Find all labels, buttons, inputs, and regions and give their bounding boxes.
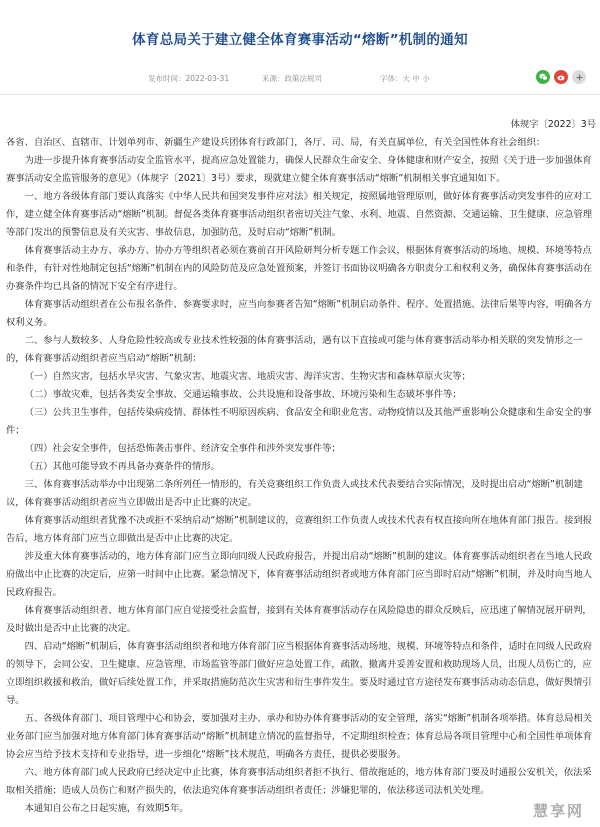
source: 来源：政策法规司 [262, 74, 322, 83]
more-icon[interactable] [572, 70, 586, 84]
site-watermark: 慧享网 [532, 802, 584, 820]
paragraph: 体育赛事活动组织者、地方体育部门应自觉接受社会监督，接到有关体育赛事活动存在风险隐患的群众反映后，应迅速了解情况展开研判，及时做出是否中止比赛的决定。 [6, 605, 592, 634]
paragraph: 三、体育赛事活动举办中出现第二条所列任一情形的，有关竞赛组织工作负责人或技术代表要结合实际情况，及时提出启动“熔断”机制建议，体育赛事活动组织者应当立即做出是否中止比赛的决定。 [6, 479, 583, 508]
article-title: 体育总局关于建立健全体育赛事活动“熔断”机制的通知 [132, 32, 468, 48]
paragraph: 二、参与人数较多、人身危险性较高或专业技术性较强的体育赛事活动，遇有以下直接或可能与体育赛事活动举办相关联的突发情形之一的，体育赛事活动组织者应当启动“熔断”机制： [6, 335, 583, 364]
addressee: 各省、自治区、直辖市、计划单列市、新疆生产建设兵团体育行政部门，各厅、司、局，有关直属单位，有关全国性体育社会组织： [6, 137, 546, 148]
article-body [6, 116, 596, 818]
paragraph: 为进一步提升体育赛事活动安全监管水平，提高应急处置能力，确保人民群众生命安全、身体健康和财产安全，按照《关于进一步加强体育赛事活动安全监管服务的意见》（体规字〔2021〕3号）要求，现就建立健全体育赛事活动“熔断”机制相关事宜通知如下。 [6, 155, 592, 184]
article-meta [0, 70, 600, 86]
paragraph: （五）其他可能导致不再具备办赛条件的情形。 [24, 461, 220, 472]
paragraph: 一、地方各级体育部门要认真落实《中华人民共和国突发事件应对法》相关规定，按照属地管理原则，做好体育赛事活动突发事件的应对工作，建立健全体育赛事活动“熔断”机制。督促各类体育赛事活动组织者密切关注气象、水利、地震、自然资源、交通运输、卫生健康、应急管理等部门发出的预警信息及有关灾害、事故信息，加强防范，及时启动“熔断”机制。 [6, 191, 593, 238]
weibo-icon[interactable] [554, 70, 568, 84]
paragraph: 体育赛事活动组织者犹豫不决或拒不采纳启动“熔断”机制建议的，竞赛组织工作负责人或技术代表有权直接向所在地体育部门报告。接到报告后，地方体育部门应当立即做出是否中止比赛的决定。 [6, 515, 593, 544]
paragraph: 体育赛事活动主办方、承办方、协办方等组织者必须在赛前召开风险研判分析专题工作会议，根据体育赛事活动的场地、规模、环境等特点和条件，有针对性地制定包括“熔断”机制在内的风险防范及应急处置预案，并签订书面协议明确各方职责分工和权利义务，确保体育赛事活动在办赛条件均已具备的情况下安全有序进行。 [6, 245, 593, 292]
publish-time: 发布时间：2022-03-31 [148, 74, 230, 83]
paragraph: 六、地方体育部门或人民政府已经决定中止比赛，体育赛事活动组织者拒不执行、借故拖延的，地方体育部门要及时通报公安机关，依法采取相关措施；造成人员伤亡和财产损失的，依法追究体育赛事活动组织者责任；涉嫌犯罪的，依法移送司法机关处理。 [6, 767, 592, 796]
paragraph: （二）事故灾难，包括各类安全事故、交通运输事故、公共设施和设备事故、环境污染和生态破坏事件等； [24, 389, 462, 400]
font-size-switch[interactable]: 字体：大 中 小 [380, 74, 430, 83]
share-bar [536, 70, 586, 84]
paragraph: 涉及重大体育赛事活动的，地方体育部门应当立即向同级人民政府报告，并提出启动“熔断”机制的建议。体育赛事活动组织者在当地人民政府做出中止比赛的决定后，应第一时间中止比赛。紧急情况下，体育赛事活动组织者或地方体育部门应当即时启动“熔断”机制，并及时向当地人民政府报告。 [6, 551, 593, 598]
closing-note: 本通知自公布之日起实施，有效期5年。 [24, 803, 189, 814]
wechat-icon[interactable] [536, 70, 550, 84]
divider [0, 94, 600, 95]
paragraph: 体育赛事活动组织者在公布报名条件、参赛要求时，应当向参赛者告知“熔断”机制启动条件、程序、处置措施、法律后果等内容，明确各方权利义务。 [6, 299, 593, 328]
paragraph: （三）公共卫生事件，包括传染病疫情、群体性不明原因疾病、食品安全和职业危害、动物疫情以及其他严重影响公众健康和生命安全的事件； [6, 407, 592, 436]
paragraph: 五、各级体育部门、项目管理中心和协会，要加强对主办、承办和协办体育赛事活动的安全管理，落实“熔断”机制各项举措。体育总局相关业务部门应当加强对地方体育部门体育赛事活动“熔断”机制建立情况的监督指导，不定期组织检查；体育总局各项目管理中心和全国性单项体育协会应当给予技术支持和专业指导，进一步细化“熔断”技术规范，明确各方责任，提供必要服务。 [6, 713, 593, 760]
paragraph: （四）社会安全事件，包括恐怖袭击事件、经济安全事件和涉外突发事件等； [24, 443, 341, 454]
paragraph: （一）自然灾害，包括水旱灾害、气象灾害、地震灾害、地质灾害、海洋灾害、生物灾害和森林草原火灾等； [24, 371, 471, 382]
paragraph: 四、启动“熔断”机制后，体育赛事活动组织者和地方体育部门应当根据体育赛事活动场地、规模、环境等特点和条件，适时在同级人民政府的领导下，会同公安、卫生健康、应急管理、市场监管等部门做好应急处置工作，疏散、撤离并妥善安置和救助现场人员，出现人员伤亡的，应立即组织救援和救治，做好后续处置工作，并采取措施防范次生灾害和衍生事件发生。要及时通过官方途径发布赛事活动动态信息，做好舆情引导。 [6, 641, 593, 706]
document-number: 体规字〔2022〕3号 [510, 119, 596, 130]
